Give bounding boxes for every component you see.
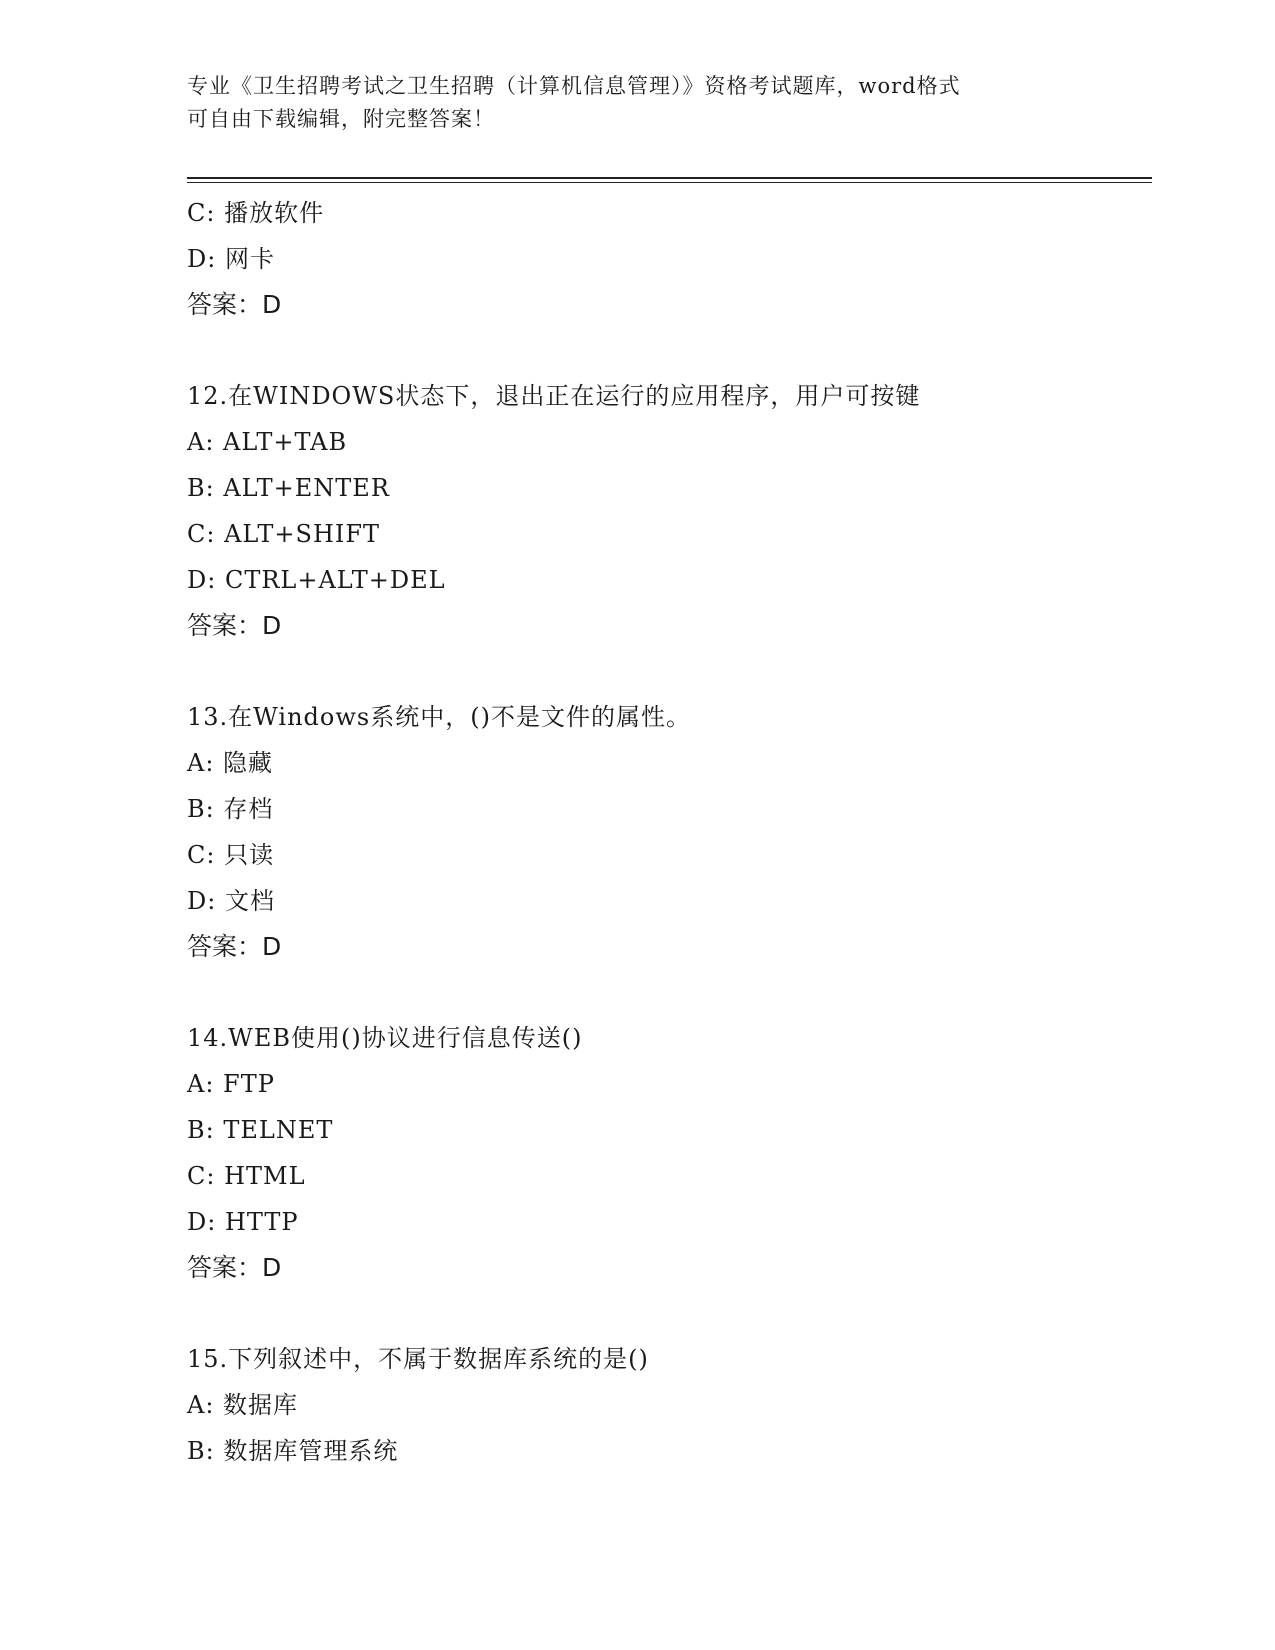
option-b: B: 存档 (187, 795, 274, 823)
option-a: A: 数据库 (187, 1391, 299, 1419)
answer: 答案：D (187, 1253, 282, 1282)
document-header (187, 70, 1087, 136)
option-c: C: 只读 (187, 841, 275, 869)
question-12: 12.在WINDOWS状态下，退出正在运行的应用程序，用户可按键 (187, 382, 921, 410)
option-a: A: FTP (187, 1070, 275, 1098)
header-line-1: 专业《卫生招聘考试之卫生招聘（计算机信息管理）》资格考试题库，word格式 (187, 74, 961, 98)
option-d: D: 网卡 (187, 245, 275, 273)
header-rule-thick (187, 177, 1152, 179)
answer: 答案：D (187, 611, 282, 640)
option-c: C: 播放软件 (187, 199, 325, 227)
header-line-2: 可自由下载编辑，附完整答案！ (187, 107, 495, 131)
option-d: D: 文档 (187, 887, 275, 915)
option-c: C: ALT+SHIFT (187, 520, 381, 548)
question-15: 15.下列叙述中，不属于数据库系统的是() (187, 1345, 649, 1373)
option-c: C: HTML (187, 1162, 306, 1190)
option-b: B: ALT+ENTER (187, 474, 390, 502)
answer: 答案：D (187, 932, 282, 961)
option-d: D: HTTP (187, 1208, 299, 1236)
question-13: 13.在Windows系统中，()不是文件的属性。 (187, 703, 691, 731)
question-list (187, 190, 1147, 1474)
option-b: B: 数据库管理系统 (187, 1437, 399, 1465)
answer: 答案：D (187, 290, 282, 319)
option-d: D: CTRL+ALT+DEL (187, 566, 446, 594)
question-14: 14.WEB使用()协议进行信息传送() (187, 1024, 583, 1052)
option-a: A: 隐藏 (187, 749, 274, 777)
option-b: B: TELNET (187, 1116, 334, 1144)
header-rule-thin (187, 182, 1152, 183)
option-a: A: ALT+TAB (187, 428, 348, 456)
